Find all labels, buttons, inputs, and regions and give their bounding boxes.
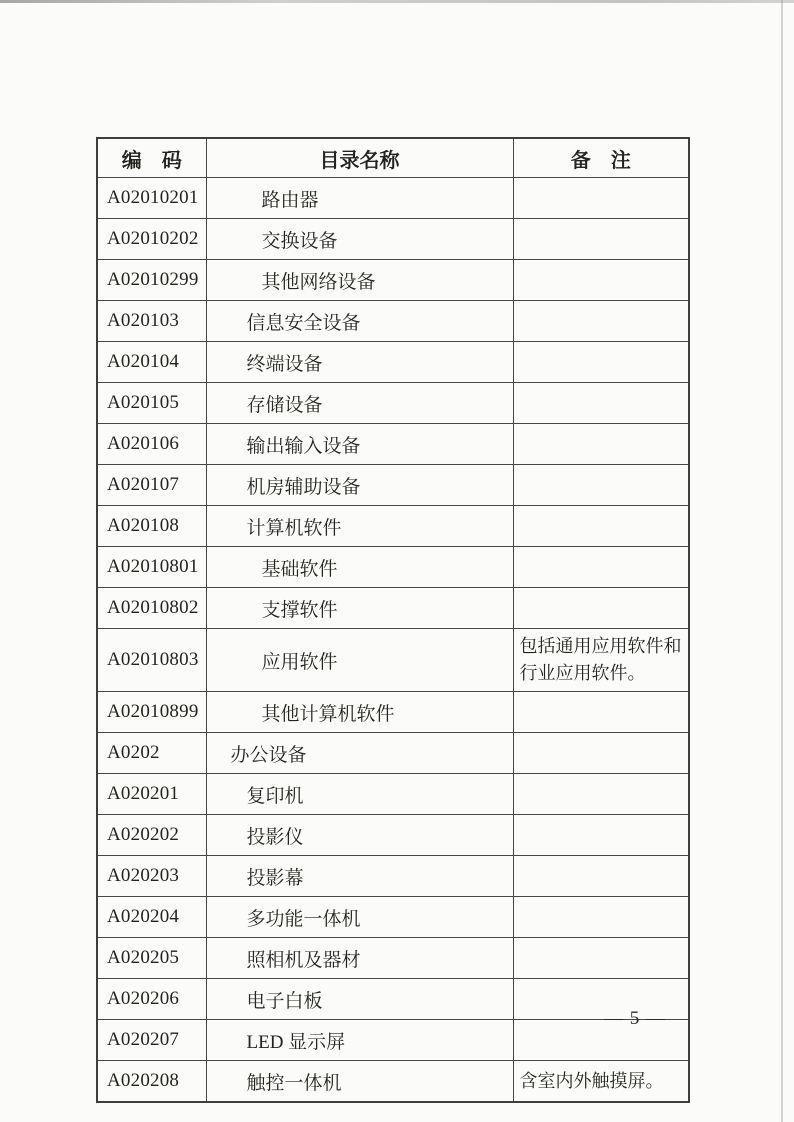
code-cell: A0202 (97, 733, 206, 774)
remark-cell (513, 219, 689, 260)
remark-cell: 包括通用应用软件和行业应用软件。 (513, 629, 689, 692)
name-cell: 投影幕 (206, 856, 513, 897)
code-cell: A02010802 (97, 588, 206, 629)
name-cell: 电子白板 (206, 979, 513, 1020)
table-row (97, 383, 689, 424)
code-cell: A020205 (97, 938, 206, 979)
remark-cell (513, 774, 689, 815)
code-cell: A020206 (97, 979, 206, 1020)
table-row (97, 629, 689, 692)
name-cell: 机房辅助设备 (206, 465, 513, 506)
table-row (97, 733, 689, 774)
name-cell: LED 显示屏 (206, 1020, 513, 1061)
remark-cell (513, 897, 689, 938)
remark-cell (513, 342, 689, 383)
remark-cell (513, 588, 689, 629)
table-row (97, 178, 689, 219)
name-cell: 触控一体机 (206, 1061, 513, 1103)
name-cell: 信息安全设备 (206, 301, 513, 342)
table-row (97, 815, 689, 856)
code-cell: A020207 (97, 1020, 206, 1061)
name-cell: 终端设备 (206, 342, 513, 383)
name-cell: 支撑软件 (206, 588, 513, 629)
table-row (97, 219, 689, 260)
name-cell: 路由器 (206, 178, 513, 219)
name-cell: 多功能一体机 (206, 897, 513, 938)
name-cell: 存储设备 (206, 383, 513, 424)
name-cell: 其他网络设备 (206, 260, 513, 301)
column-header-remark: 备 注 (513, 138, 689, 178)
code-cell: A020104 (97, 342, 206, 383)
code-cell: A020108 (97, 506, 206, 547)
scan-edge-right (781, 0, 783, 1122)
name-cell: 计算机软件 (206, 506, 513, 547)
code-cell: A020202 (97, 815, 206, 856)
code-cell: A02010299 (97, 260, 206, 301)
scan-edge-top (0, 0, 794, 3)
name-cell: 输出输入设备 (206, 424, 513, 465)
name-cell: 照相机及器材 (206, 938, 513, 979)
name-cell: 投影仪 (206, 815, 513, 856)
table-row (97, 938, 689, 979)
remark-cell (513, 178, 689, 219)
code-cell: A02010201 (97, 178, 206, 219)
remark-cell (513, 465, 689, 506)
name-cell: 应用软件 (206, 629, 513, 692)
table-row (97, 1061, 689, 1103)
table-row (97, 301, 689, 342)
table-row (97, 588, 689, 629)
name-cell: 复印机 (206, 774, 513, 815)
column-header-name: 目录名称 (206, 138, 513, 178)
code-cell: A020103 (97, 301, 206, 342)
code-cell: A02010899 (97, 692, 206, 733)
page-number: — 5 — (604, 1008, 666, 1029)
table-header-row (97, 138, 689, 178)
table-row (97, 424, 689, 465)
code-cell: A020105 (97, 383, 206, 424)
remark-cell (513, 424, 689, 465)
remark-cell (513, 815, 689, 856)
table-row (97, 465, 689, 506)
remark-cell (513, 938, 689, 979)
table-row (97, 897, 689, 938)
code-cell: A02010202 (97, 219, 206, 260)
code-cell: A02010801 (97, 547, 206, 588)
table-row (97, 774, 689, 815)
name-cell: 办公设备 (206, 733, 513, 774)
name-cell: 交换设备 (206, 219, 513, 260)
table-row (97, 260, 689, 301)
remark-cell (513, 260, 689, 301)
remark-cell (513, 547, 689, 588)
table-row (97, 547, 689, 588)
table-row (97, 856, 689, 897)
remark-cell (513, 506, 689, 547)
table-row (97, 342, 689, 383)
asset-catalog-table (96, 137, 690, 1103)
code-cell: A020204 (97, 897, 206, 938)
remark-cell (513, 383, 689, 424)
code-cell: A020203 (97, 856, 206, 897)
remark-cell (513, 733, 689, 774)
remark-cell: 含室内外触摸屏。 (513, 1061, 689, 1103)
code-cell: A020208 (97, 1061, 206, 1103)
code-cell: A020106 (97, 424, 206, 465)
code-cell: A020201 (97, 774, 206, 815)
table-row (97, 506, 689, 547)
remark-cell (513, 856, 689, 897)
remark-cell (513, 301, 689, 342)
table-row (97, 692, 689, 733)
catalog-table-body (97, 178, 689, 1103)
code-cell: A02010803 (97, 629, 206, 692)
remark-cell (513, 692, 689, 733)
name-cell: 其他计算机软件 (206, 692, 513, 733)
column-header-code: 编 码 (97, 138, 206, 178)
name-cell: 基础软件 (206, 547, 513, 588)
code-cell: A020107 (97, 465, 206, 506)
